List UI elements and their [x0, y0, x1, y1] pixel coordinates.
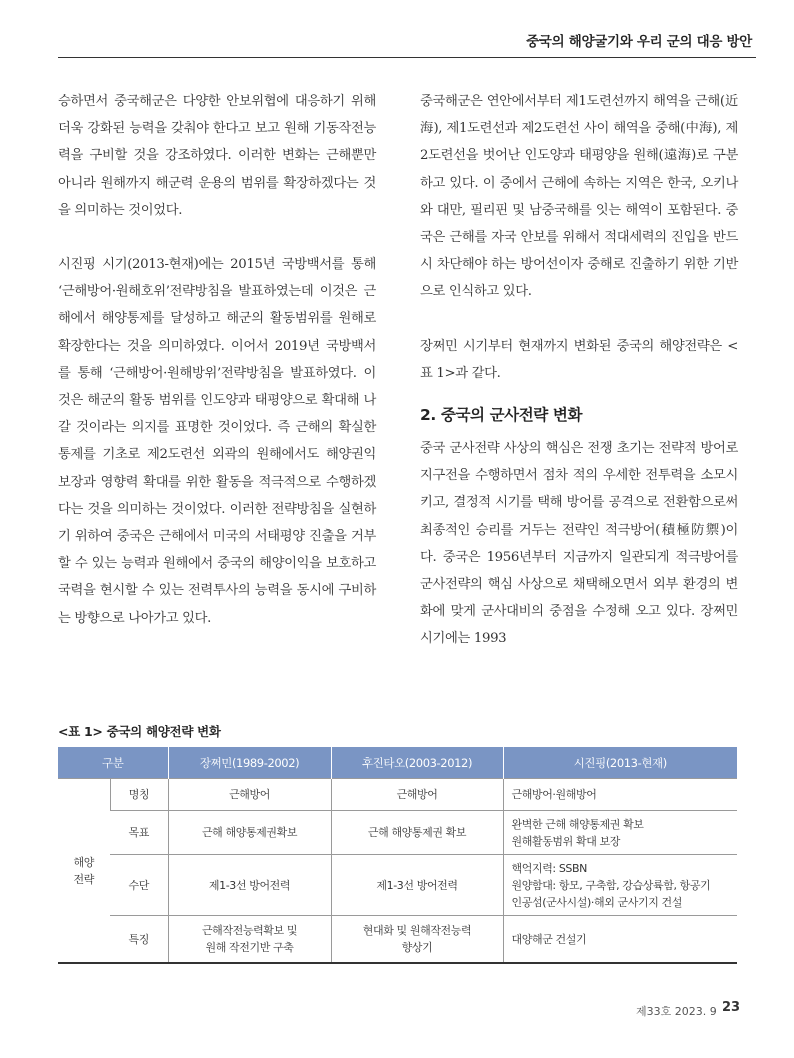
table-cell: 근해 해양통제권 확보 — [331, 811, 503, 855]
table-cell — [503, 855, 737, 916]
cell-line: 핵억지력: SSBN — [511, 861, 587, 875]
table-row — [58, 811, 737, 855]
left-paragraph-1: 승하면서 중국해군은 다양한 안보위협에 대응하기 위해 더욱 강화된 능력을 갖춰야 한다고 보고 원해 기동작전능력을 구비할 것을 강조하였다. 이러한 변화는 근해뿐만 아니라 원해까지 해군력 운용의 범위를 확장하겠다는 것을 의미하는 것이었다. — [58, 94, 376, 218]
cell-line: 완벽한 근해 해양통제권 확보 — [511, 817, 644, 831]
header-hu-jintao: 후진타오(2003-2012) — [331, 747, 503, 779]
header-category: 구분 — [58, 747, 168, 779]
strategy-table — [58, 747, 737, 964]
header-jiang-zemin: 장쩌민(1989-2002) — [168, 747, 331, 779]
header-divider — [58, 57, 756, 58]
cell-line: 향상기 — [401, 941, 433, 954]
group-label-maritime-strategy — [58, 779, 110, 964]
right-column — [420, 88, 738, 653]
section-heading: 2. 중국의 군사전략 변화 — [420, 406, 583, 425]
table-cell — [168, 916, 331, 964]
left-paragraph-2: 시진핑 시기(2013-현재)에는 2015년 국방백서를 통해 ‘근해방어·원해호위’전략방침을 발표하였는데 이것은 근해에서 해양통제를 달성하고 해군의 활동범위를 원해로 확장한다는 것을 의미하였다. 이어서 2019년 국방백서를 통해 ‘근해방어·원해방위’전략방침을 발표하였다. 이것은 해군의 활동 범위를 인도양과 태평양으로 확대해 나갈 것이라는 의지를 표명한 것이었다. 즉 근해의 확실한 통제를 기초로 제2도련선 외곽의 원해에서도 해양권익 보장과 영향력 확대를 위한 활동을 적극적으로 수행하겠다는 것을 의미하는 것이었다. 이러한 전략방침을 실현하기 위하여 중국은 근해에서 미국의 서태평양 진출을 거부할 수 있는 능력과 원해에서 중국의 해양이익을 보호하고 국력을 현시할 수 있는 전력투사의 능력을 동시에 구비하는 방향으로 나아가고 있다. — [58, 257, 376, 626]
table-cell: 근해방어 — [168, 779, 331, 811]
cell-line: 원해활동범위 확대 보장 — [511, 834, 620, 848]
table-cell: 제1-3선 방어전력 — [331, 855, 503, 916]
group-label-line: 전략 — [73, 872, 94, 886]
table-header-row — [58, 747, 737, 779]
table-cell: 제1-3선 방어전력 — [168, 855, 331, 916]
cell-line: 원해 작전기반 구축 — [205, 941, 294, 954]
cell-line: 근해작전능력확보 및 — [201, 924, 298, 937]
header-xi-jinping: 시진핑(2013-현재) — [503, 747, 737, 779]
table-cell: 근해방어 — [331, 779, 503, 811]
table-cell: 대양해군 건설기 — [503, 916, 737, 964]
row-label: 명칭 — [110, 779, 168, 811]
right-paragraph-1: 중국해군은 연안에서부터 제1도련선까지 해역을 근해(近海), 제1도련선과 제2도련선 사이 해역을 중해(中海), 제2도련선을 벗어난 인도양과 태평양을 원해(遠海)로 구분하고 있다. 이 중에서 근해에 속하는 지역은 한국, 오키나와 대만, 필리핀 및 남중국해를 잇는 해역이 포함된다. 중국은 근해를 자국 안보를 위해서 적대세력의 진입을 반드시 차단해야 하는 방어선이자 중해로 진출하기 위한 기반으로 인식하고 있다. — [420, 94, 738, 300]
row-label: 수단 — [110, 855, 168, 916]
running-header-title: 중국의 해양굴기와 우리 군의 대응 방안 — [526, 34, 752, 50]
row-label: 목표 — [110, 811, 168, 855]
left-column — [58, 88, 376, 632]
cell-line: 현대화 및 원해작전능력 — [362, 924, 472, 937]
table-caption: <표 1> 중국의 해양전략 변화 — [58, 724, 221, 739]
cell-line: 원양함대: 항모, 구축함, 강습상륙함, 항공기 — [511, 878, 711, 892]
row-label: 특징 — [110, 916, 168, 964]
table-cell — [331, 916, 503, 964]
footer-issue: 제33호 2023. 9 — [636, 1005, 717, 1018]
table-cell — [503, 811, 737, 855]
table-cell: 근해 해양통제권확보 — [168, 811, 331, 855]
table-row — [58, 916, 737, 964]
cell-line: 인공섬(군사시설)·해외 군사기지 건설 — [511, 895, 682, 909]
section-paragraph: 중국 군사전략 사상의 핵심은 전쟁 초기는 전략적 방어로 지구전을 수행하면서 점차 적의 우세한 전투력을 소모시키고, 결정적 시기를 택해 방어를 공격으로 전환함으로써 최종적인 승리를 거두는 전략인 적극방어(積極防禦)이다. 중국은 1956년부터 지금까지 일관되게 적극방어를 군사전략의 핵심 사상으로 채택해오면서 외부 환경의 변화에 맞게 군사대비의 중점을 수정해 오고 있다. 장쩌민시기에는 1993 — [420, 441, 738, 647]
table-cell: 근해방어·원해방어 — [503, 779, 737, 811]
group-label-line: 해양 — [73, 855, 94, 869]
table-row — [58, 855, 737, 916]
table-row — [58, 779, 737, 811]
page-number: 23 — [722, 1000, 741, 1015]
right-paragraph-2: 장쩌민 시기부터 현재까지 변화된 중국의 해양전략은 <표 1>과 같다. — [420, 338, 738, 381]
